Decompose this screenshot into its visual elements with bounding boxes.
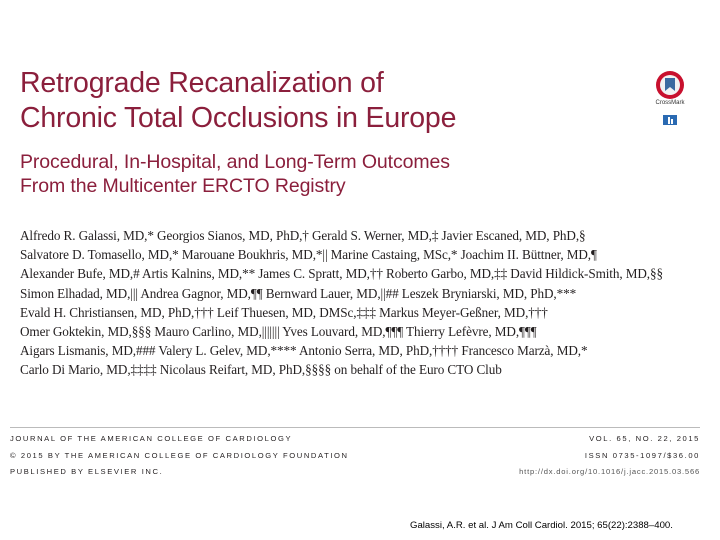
title-line: Chronic Total Occlusions in Europe	[20, 102, 457, 134]
author-line: Aigars Lismanis, MD,### Valery L. Gelev, MD,**** Antonio Serra, MD, PhD,†††† Francesco Marzà, MD,*	[20, 343, 588, 359]
crossmark-icon	[655, 70, 685, 100]
volume-info: VOL. 65, NO. 22, 2015	[589, 434, 700, 443]
article-title	[20, 66, 620, 136]
title-line: Retrograde Recanalization of	[20, 67, 384, 99]
publisher-line: PUBLISHED BY ELSEVIER INC.	[10, 467, 164, 476]
crossmark-label: CrossMark	[655, 100, 685, 106]
bookmark-flag-icon	[662, 114, 678, 126]
article-subtitle	[20, 150, 620, 198]
citation-text: Galassi, A.R. et al. J Am Coll Cardiol. 2015; 65(22):2388–400.	[410, 520, 673, 531]
author-line: Evald H. Christiansen, MD, PhD,††† Leif Thuesen, MD, DMSc,‡‡‡ Markus Meyer-Geßner, MD,†††	[20, 304, 548, 320]
doi-link[interactable]: http://dx.doi.org/10.1016/j.jacc.2015.03.566	[519, 467, 700, 476]
author-line: Simon Elhadad, MD,||| Andrea Gagnor, MD,¶¶ Bernward Lauer, MD,||## Leszek Bryniarski, MD, PhD,***	[20, 285, 577, 301]
author-line: Alfredo R. Galassi, MD,* Georgios Sianos, MD, PhD,† Gerald S. Werner, MD,‡ Javier Escaned, MD, PhD,§	[20, 228, 586, 243]
author-line: Alexander Bufe, MD,# Artis Kalnins, MD,** James C. Spratt, MD,†† Roberto Garbo, MD,‡‡ David Hildick-Smith, MD,§§	[20, 266, 663, 282]
author-line: Omer Goktekin, MD,§§§ Mauro Carlino, MD,||||||| Yves Louvard, MD,¶¶¶ Thierry Lefèvre, MD,¶¶¶	[20, 323, 537, 339]
footer-divider	[10, 427, 700, 428]
crossmark-badge[interactable]	[651, 70, 689, 132]
subtitle-line: Procedural, In-Hospital, and Long-Term Outcomes	[20, 151, 450, 173]
copyright-line: © 2015 BY THE AMERICAN COLLEGE OF CARDIOLOGY FOUNDATION	[10, 451, 349, 460]
issn-info: ISSN 0735-1097/$36.00	[584, 451, 700, 460]
subtitle-line: From the Multicenter ERCTO Registry	[20, 175, 346, 197]
author-list	[20, 226, 710, 380]
author-line: Carlo Di Mario, MD,‡‡‡‡ Nicolaus Reifart, MD, PhD,§§§§ on behalf of the Euro CTO Club	[20, 362, 502, 378]
journal-name: JOURNAL OF THE AMERICAN COLLEGE OF CARDIOLOGY	[10, 434, 293, 443]
author-line: Salvatore D. Tomasello, MD,* Marouane Boukhris, MD,*|| Marine Castaing, MSc,* Joachim II. Büttner, MD,¶	[20, 247, 597, 263]
